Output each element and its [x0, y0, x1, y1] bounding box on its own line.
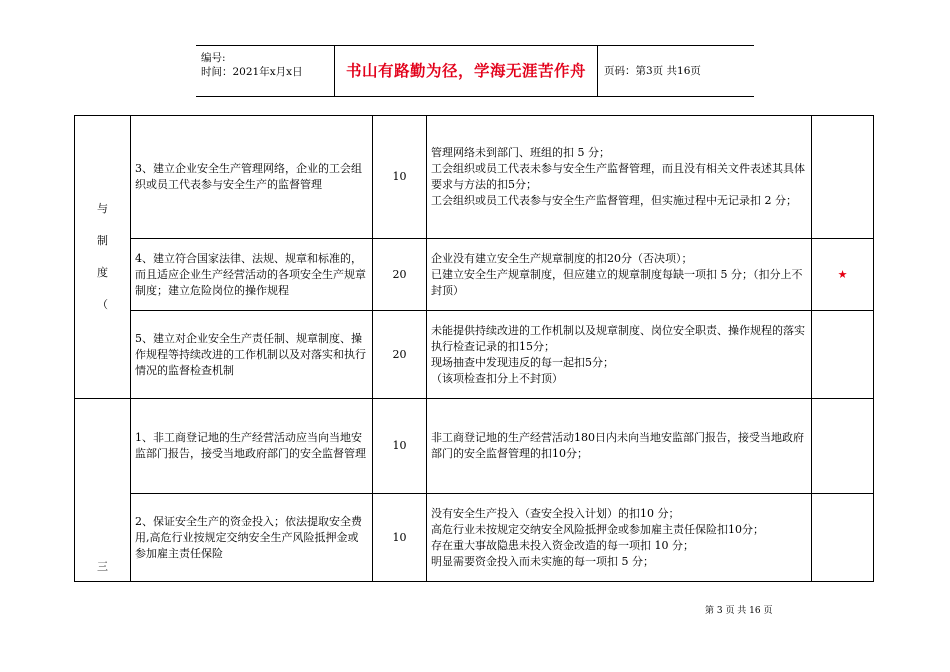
evaluation-table [74, 115, 874, 582]
criteria-cell: 企业没有建立安全生产规章制度的扣20分（否决项）； 已建立安全生产规章制度，但应建立的规章制度每缺一项扣 5 分；（扣分上不封顶） [427, 239, 812, 311]
section-label-2 [75, 399, 131, 582]
mark-cell [812, 116, 874, 239]
table-row [75, 116, 874, 239]
header-meta [196, 46, 335, 96]
table-row [75, 399, 874, 494]
page-header [196, 45, 754, 97]
table-row [75, 494, 874, 582]
item-cell: 5、建立对企业安全生产责任制、规章制度、操作规程等持续改进的工作机制以及对落实和执行情况的监督检查机制 [131, 311, 373, 399]
score-cell: 10 [373, 116, 427, 239]
page-footer: 第 3 页 共 16 页 [705, 606, 773, 616]
criteria-cell: 非工商登记地的生产经营活动180日内未向当地安监部门报告，接受当地政府部门的安全监督管理的扣10分； [427, 399, 812, 494]
header-page-info: 页码：第3页 共16页 [604, 65, 701, 77]
doc-time-label: 时间：2021年x月x日 [201, 66, 303, 78]
score-cell: 10 [373, 399, 427, 494]
mark-cell [812, 494, 874, 582]
item-cell: 4、建立符合国家法律、法规、规章和标准的，而且适应企业生产经营活动的各项安全生产规章制度；建立危险岗位的操作规程 [131, 239, 373, 311]
mark-cell [812, 311, 874, 399]
star-icon: ★ [812, 239, 874, 311]
section-label-1 [75, 116, 131, 399]
table-row [75, 311, 874, 399]
score-cell: 20 [373, 311, 427, 399]
header-motto: 书山有路勤为径，学海无涯苦作舟 [335, 46, 598, 96]
score-cell: 20 [373, 239, 427, 311]
section-2-text: 三 [97, 560, 108, 573]
mark-cell [812, 399, 874, 494]
table-row [75, 239, 874, 311]
item-cell: 1、非工商登记地的生产经营活动应当向当地安监部门报告，接受当地政府部门的安全监督管理 [131, 399, 373, 494]
score-cell: 10 [373, 494, 427, 582]
item-cell: 2、保证安全生产的资金投入；依法提取安全费用,高危行业按规定交纳安全生产风险抵押金或参加雇主责任保险 [131, 494, 373, 582]
item-cell: 3、建立企业安全生产管理网络，企业的工会组织或员工代表参与安全生产的监督管理 [131, 116, 373, 239]
criteria-cell: 没有安全生产投入（查安全投入计划）的扣10 分； 高危行业未按规定交纳安全风险抵押金或参加雇主责任保险扣10分； 存在重大事故隐患未投入资金改造的每一项扣 10 分； 明显需要资金投入而未实施的每一项扣 5 分； [427, 494, 812, 582]
criteria-cell: 管理网络未到部门、班组的扣 5 分； 工会组织或员工代表未参与安全生产监督管理，而且没有相关文件表述其具体要求与方法的扣5分； 工会组织或员工代表参与安全生产监督管理，但实施过程中无记录扣 2 分； [427, 116, 812, 239]
section-1-text: 与 制 度 （ [97, 202, 108, 311]
doc-number-label: 编号: [201, 52, 226, 64]
criteria-cell: 未能提供持续改进的工作机制以及规章制度、岗位安全职责、操作规程的落实执行检查记录的扣15分； 现场抽查中发现违反的每一起扣5分； （该项检查扣分上不封顶） [427, 311, 812, 399]
